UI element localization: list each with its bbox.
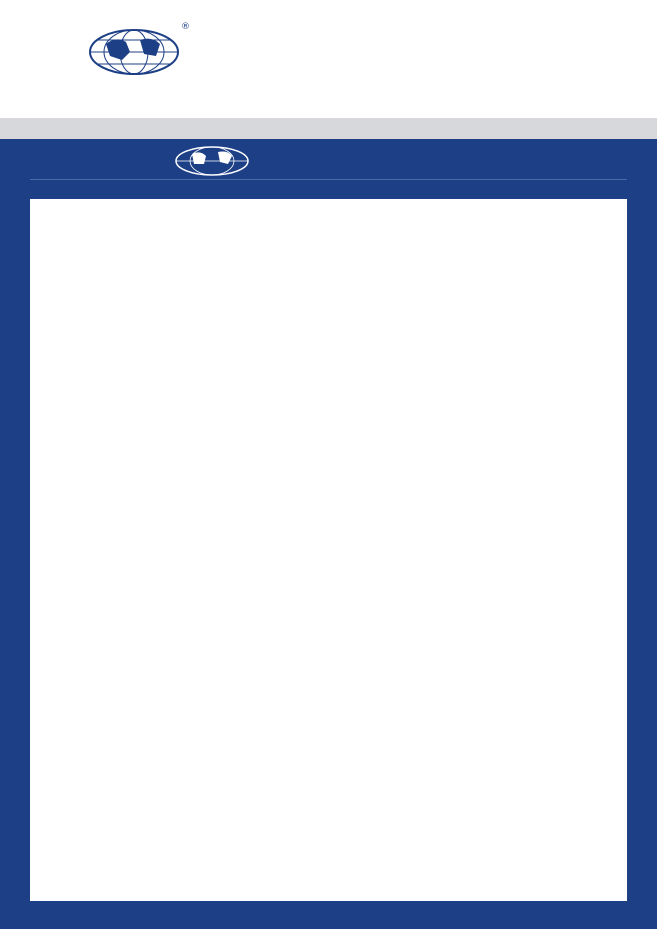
- company-logo: [78, 24, 190, 112]
- globe-icon: [86, 26, 182, 78]
- table-header: [30, 181, 627, 199]
- tia-logo: [506, 22, 596, 66]
- registered-mark: ®: [181, 22, 190, 32]
- page-footer: [0, 905, 657, 929]
- page-header: [0, 0, 657, 118]
- nta-logo: [506, 70, 596, 112]
- schedule-table: [30, 181, 627, 901]
- page-title: [0, 118, 657, 139]
- banner-globe-icon: [170, 144, 254, 178]
- series-banner: [30, 142, 627, 180]
